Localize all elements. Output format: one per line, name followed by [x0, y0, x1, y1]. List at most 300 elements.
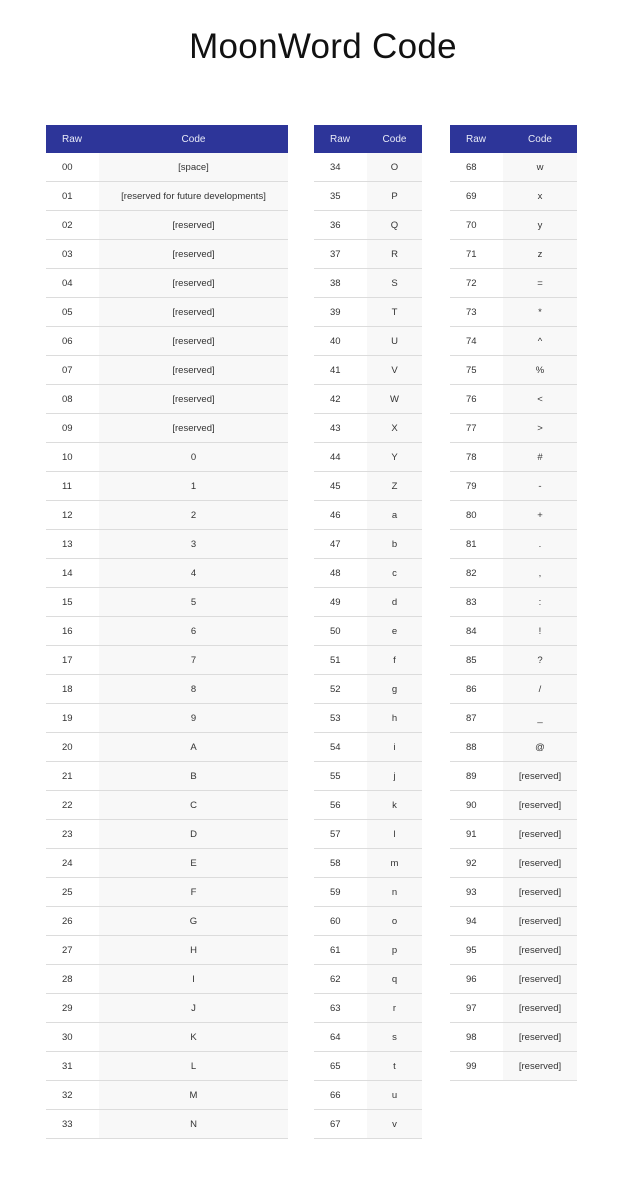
table-row: [46, 1110, 288, 1139]
table-row: [46, 182, 288, 211]
table-row: [46, 936, 288, 965]
code-value-cell: e: [367, 617, 422, 646]
table-row: [450, 240, 577, 269]
code-value-cell: y: [503, 211, 577, 240]
raw-value-cell: 82: [450, 559, 503, 588]
code-value-cell: w: [503, 153, 577, 182]
table-row: [314, 1023, 422, 1052]
code-value-cell: b: [367, 530, 422, 559]
raw-value-cell: 31: [46, 1052, 99, 1081]
raw-value-cell: 80: [450, 501, 503, 530]
code-value-cell: [reserved]: [503, 936, 577, 965]
table-row: [450, 878, 577, 907]
raw-value-cell: 75: [450, 356, 503, 385]
raw-value-cell: 20: [46, 733, 99, 762]
code-value-cell: [reserved]: [503, 762, 577, 791]
code-value-cell: o: [367, 907, 422, 936]
code-value-cell: [reserved]: [503, 907, 577, 936]
code-value-cell: C: [99, 791, 288, 820]
code-value-cell: x: [503, 182, 577, 211]
code-value-cell: S: [367, 269, 422, 298]
code-value-cell: <: [503, 385, 577, 414]
table-row: [46, 965, 288, 994]
table-row: [46, 588, 288, 617]
raw-value-cell: 48: [314, 559, 367, 588]
raw-value-cell: 70: [450, 211, 503, 240]
raw-value-cell: 41: [314, 356, 367, 385]
table-row: [450, 327, 577, 356]
raw-value-cell: 35: [314, 182, 367, 211]
table-row: [450, 994, 577, 1023]
code-value-cell: K: [99, 1023, 288, 1052]
code-value-cell: s: [367, 1023, 422, 1052]
code-value-cell: .: [503, 530, 577, 559]
raw-value-cell: 81: [450, 530, 503, 559]
code-value-cell: N: [99, 1110, 288, 1139]
raw-value-cell: 85: [450, 646, 503, 675]
table-row: [314, 385, 422, 414]
code-value-cell: u: [367, 1081, 422, 1110]
code-value-cell: [reserved]: [99, 385, 288, 414]
table-row: [450, 617, 577, 646]
table-row: [314, 762, 422, 791]
code-value-cell: 0: [99, 443, 288, 472]
code-value-cell: D: [99, 820, 288, 849]
raw-value-cell: 44: [314, 443, 367, 472]
raw-value-cell: 09: [46, 414, 99, 443]
code-value-cell: g: [367, 675, 422, 704]
code-value-cell: c: [367, 559, 422, 588]
raw-value-cell: 43: [314, 414, 367, 443]
code-value-cell: Q: [367, 211, 422, 240]
code-value-cell: 1: [99, 472, 288, 501]
code-value-cell: _: [503, 704, 577, 733]
code-value-cell: v: [367, 1110, 422, 1139]
raw-value-cell: 39: [314, 298, 367, 327]
raw-value-cell: 32: [46, 1081, 99, 1110]
table-header-row: [46, 125, 288, 153]
table-header-row: [450, 125, 577, 153]
raw-value-cell: 68: [450, 153, 503, 182]
table-row: [314, 501, 422, 530]
table-row: [450, 1023, 577, 1052]
table-row: [314, 849, 422, 878]
raw-value-cell: 63: [314, 994, 367, 1023]
table-row: [46, 501, 288, 530]
code-value-cell: [reserved for future developments]: [99, 182, 288, 211]
code-value-cell: U: [367, 327, 422, 356]
raw-value-cell: 86: [450, 675, 503, 704]
code-value-cell: A: [99, 733, 288, 762]
table-row: [46, 240, 288, 269]
table-row: [314, 733, 422, 762]
table-header-row: [314, 125, 422, 153]
code-value-cell: #: [503, 443, 577, 472]
raw-value-cell: 73: [450, 298, 503, 327]
table-row: [314, 472, 422, 501]
table-body: [46, 153, 288, 1139]
raw-value-cell: 04: [46, 269, 99, 298]
code-value-cell: [reserved]: [503, 965, 577, 994]
table-row: [450, 472, 577, 501]
code-value-cell: r: [367, 994, 422, 1023]
raw-value-cell: 01: [46, 182, 99, 211]
raw-value-cell: 92: [450, 849, 503, 878]
table-row: [314, 559, 422, 588]
table-row: [450, 675, 577, 704]
code-value-cell: [reserved]: [99, 327, 288, 356]
table-row: [450, 646, 577, 675]
raw-value-cell: 26: [46, 907, 99, 936]
table-row: [450, 501, 577, 530]
table-row: [314, 646, 422, 675]
code-value-cell: M: [99, 1081, 288, 1110]
raw-value-cell: 21: [46, 762, 99, 791]
code-value-cell: B: [99, 762, 288, 791]
raw-value-cell: 33: [46, 1110, 99, 1139]
raw-value-cell: 29: [46, 994, 99, 1023]
code-value-cell: 6: [99, 617, 288, 646]
table-row: [46, 733, 288, 762]
table-row: [46, 298, 288, 327]
code-value-cell: z: [503, 240, 577, 269]
raw-value-cell: 96: [450, 965, 503, 994]
raw-value-cell: 59: [314, 878, 367, 907]
raw-value-cell: 45: [314, 472, 367, 501]
code-value-cell: n: [367, 878, 422, 907]
code-value-cell: [reserved]: [503, 820, 577, 849]
code-value-cell: *: [503, 298, 577, 327]
raw-value-cell: 87: [450, 704, 503, 733]
raw-value-cell: 24: [46, 849, 99, 878]
raw-value-cell: 08: [46, 385, 99, 414]
code-value-cell: T: [367, 298, 422, 327]
raw-value-cell: 65: [314, 1052, 367, 1081]
raw-value-cell: 10: [46, 443, 99, 472]
raw-value-cell: 15: [46, 588, 99, 617]
raw-value-cell: 38: [314, 269, 367, 298]
code-value-cell: G: [99, 907, 288, 936]
table-row: [314, 907, 422, 936]
table-row: [46, 704, 288, 733]
code-value-cell: F: [99, 878, 288, 907]
table-row: [314, 298, 422, 327]
table-row: [46, 878, 288, 907]
code-column-header: Code: [99, 125, 288, 153]
code-value-cell: 9: [99, 704, 288, 733]
code-value-cell: R: [367, 240, 422, 269]
table-row: [46, 820, 288, 849]
code-value-cell: L: [99, 1052, 288, 1081]
code-value-cell: ?: [503, 646, 577, 675]
raw-value-cell: 07: [46, 356, 99, 385]
raw-value-cell: 89: [450, 762, 503, 791]
code-value-cell: q: [367, 965, 422, 994]
table-row: [450, 1052, 577, 1081]
table-row: [450, 907, 577, 936]
code-table-1: [46, 125, 288, 1139]
code-value-cell: P: [367, 182, 422, 211]
table-row: [46, 1052, 288, 1081]
raw-value-cell: 17: [46, 646, 99, 675]
table-row: [450, 356, 577, 385]
table-row: [314, 965, 422, 994]
raw-value-cell: 71: [450, 240, 503, 269]
table-row: [46, 907, 288, 936]
code-value-cell: J: [99, 994, 288, 1023]
raw-value-cell: 79: [450, 472, 503, 501]
code-value-cell: m: [367, 849, 422, 878]
table-row: [46, 791, 288, 820]
table-row: [450, 559, 577, 588]
raw-value-cell: 51: [314, 646, 367, 675]
table-row: [46, 153, 288, 182]
code-value-cell: l: [367, 820, 422, 849]
raw-value-cell: 77: [450, 414, 503, 443]
code-value-cell: t: [367, 1052, 422, 1081]
code-value-cell: :: [503, 588, 577, 617]
raw-value-cell: 55: [314, 762, 367, 791]
table-row: [46, 269, 288, 298]
code-value-cell: H: [99, 936, 288, 965]
code-value-cell: [reserved]: [99, 211, 288, 240]
code-value-cell: d: [367, 588, 422, 617]
code-value-cell: k: [367, 791, 422, 820]
raw-value-cell: 62: [314, 965, 367, 994]
table-row: [314, 240, 422, 269]
raw-value-cell: 67: [314, 1110, 367, 1139]
code-value-cell: a: [367, 501, 422, 530]
raw-value-cell: 36: [314, 211, 367, 240]
code-value-cell: [reserved]: [503, 994, 577, 1023]
code-value-cell: 3: [99, 530, 288, 559]
raw-value-cell: 57: [314, 820, 367, 849]
table-row: [46, 994, 288, 1023]
code-value-cell: >: [503, 414, 577, 443]
code-value-cell: f: [367, 646, 422, 675]
raw-value-cell: 54: [314, 733, 367, 762]
raw-column-header: Raw: [46, 125, 99, 153]
raw-value-cell: 02: [46, 211, 99, 240]
code-value-cell: [reserved]: [99, 240, 288, 269]
code-value-cell: %: [503, 356, 577, 385]
table-row: [314, 211, 422, 240]
raw-value-cell: 56: [314, 791, 367, 820]
code-value-cell: 8: [99, 675, 288, 704]
table-row: [314, 153, 422, 182]
table-row: [450, 965, 577, 994]
raw-value-cell: 40: [314, 327, 367, 356]
raw-value-cell: 03: [46, 240, 99, 269]
table-row: [314, 994, 422, 1023]
raw-value-cell: 98: [450, 1023, 503, 1052]
raw-value-cell: 30: [46, 1023, 99, 1052]
code-value-cell: p: [367, 936, 422, 965]
code-value-cell: I: [99, 965, 288, 994]
raw-value-cell: 78: [450, 443, 503, 472]
code-value-cell: Z: [367, 472, 422, 501]
table-row: [450, 443, 577, 472]
code-value-cell: [space]: [99, 153, 288, 182]
table-row: [450, 849, 577, 878]
raw-value-cell: 47: [314, 530, 367, 559]
table-row: [450, 414, 577, 443]
table-row: [46, 675, 288, 704]
raw-value-cell: 66: [314, 1081, 367, 1110]
raw-value-cell: 49: [314, 588, 367, 617]
table-row: [450, 588, 577, 617]
table-row: [314, 1081, 422, 1110]
table-row: [314, 878, 422, 907]
raw-value-cell: 52: [314, 675, 367, 704]
table-row: [46, 1081, 288, 1110]
raw-value-cell: 60: [314, 907, 367, 936]
table-row: [46, 472, 288, 501]
code-value-cell: O: [367, 153, 422, 182]
table-row: [46, 327, 288, 356]
code-column-header: Code: [367, 125, 422, 153]
raw-value-cell: 50: [314, 617, 367, 646]
raw-value-cell: 14: [46, 559, 99, 588]
table-row: [450, 733, 577, 762]
raw-value-cell: 58: [314, 849, 367, 878]
page-title: MoonWord Code: [189, 27, 457, 66]
raw-value-cell: 19: [46, 704, 99, 733]
raw-value-cell: 69: [450, 182, 503, 211]
table-row: [450, 211, 577, 240]
table-row: [450, 385, 577, 414]
raw-value-cell: 83: [450, 588, 503, 617]
raw-value-cell: 64: [314, 1023, 367, 1052]
raw-value-cell: 12: [46, 501, 99, 530]
raw-value-cell: 94: [450, 907, 503, 936]
raw-value-cell: 53: [314, 704, 367, 733]
table-row: [46, 414, 288, 443]
raw-value-cell: 25: [46, 878, 99, 907]
raw-value-cell: 27: [46, 936, 99, 965]
raw-value-cell: 18: [46, 675, 99, 704]
code-value-cell: [reserved]: [503, 791, 577, 820]
code-value-cell: E: [99, 849, 288, 878]
code-value-cell: j: [367, 762, 422, 791]
code-value-cell: @: [503, 733, 577, 762]
raw-value-cell: 37: [314, 240, 367, 269]
table-body: [450, 153, 577, 1081]
raw-value-cell: 91: [450, 820, 503, 849]
code-value-cell: W: [367, 385, 422, 414]
table-row: [450, 820, 577, 849]
raw-value-cell: 06: [46, 327, 99, 356]
code-value-cell: [reserved]: [503, 1052, 577, 1081]
code-value-cell: 2: [99, 501, 288, 530]
code-value-cell: =: [503, 269, 577, 298]
code-value-cell: ,: [503, 559, 577, 588]
table-row: [450, 298, 577, 327]
table-row: [46, 849, 288, 878]
code-value-cell: -: [503, 472, 577, 501]
raw-value-cell: 05: [46, 298, 99, 327]
raw-value-cell: 97: [450, 994, 503, 1023]
table-row: [450, 269, 577, 298]
table-row: [46, 559, 288, 588]
raw-value-cell: 16: [46, 617, 99, 646]
code-value-cell: X: [367, 414, 422, 443]
raw-value-cell: 84: [450, 617, 503, 646]
table-row: [46, 385, 288, 414]
code-value-cell: [reserved]: [503, 849, 577, 878]
raw-value-cell: 13: [46, 530, 99, 559]
raw-value-cell: 23: [46, 820, 99, 849]
code-value-cell: [reserved]: [99, 356, 288, 385]
raw-column-header: Raw: [314, 125, 367, 153]
code-value-cell: /: [503, 675, 577, 704]
code-value-cell: h: [367, 704, 422, 733]
code-value-cell: [reserved]: [503, 878, 577, 907]
table-row: [46, 530, 288, 559]
table-row: [314, 704, 422, 733]
table-row: [314, 443, 422, 472]
raw-value-cell: 93: [450, 878, 503, 907]
code-table-3: [450, 125, 577, 1081]
table-row: [314, 936, 422, 965]
table-row: [314, 820, 422, 849]
code-column-header: Code: [503, 125, 577, 153]
code-value-cell: [reserved]: [99, 414, 288, 443]
table-row: [46, 617, 288, 646]
raw-value-cell: 61: [314, 936, 367, 965]
table-row: [46, 646, 288, 675]
raw-value-cell: 88: [450, 733, 503, 762]
table-row: [450, 704, 577, 733]
table-row: [314, 675, 422, 704]
raw-value-cell: 76: [450, 385, 503, 414]
code-value-cell: 5: [99, 588, 288, 617]
code-value-cell: i: [367, 733, 422, 762]
table-row: [450, 182, 577, 211]
code-value-cell: 7: [99, 646, 288, 675]
table-row: [314, 1110, 422, 1139]
raw-value-cell: 46: [314, 501, 367, 530]
raw-value-cell: 22: [46, 791, 99, 820]
table-row: [46, 443, 288, 472]
table-row: [314, 617, 422, 646]
table-row: [314, 791, 422, 820]
raw-value-cell: 11: [46, 472, 99, 501]
table-row: [314, 530, 422, 559]
table-row: [46, 762, 288, 791]
code-value-cell: !: [503, 617, 577, 646]
code-value-cell: [reserved]: [503, 1023, 577, 1052]
table-row: [450, 530, 577, 559]
raw-column-header: Raw: [450, 125, 503, 153]
code-table-2: [314, 125, 422, 1139]
code-value-cell: V: [367, 356, 422, 385]
table-row: [450, 762, 577, 791]
raw-value-cell: 28: [46, 965, 99, 994]
code-value-cell: [reserved]: [99, 269, 288, 298]
table-row: [314, 588, 422, 617]
code-value-cell: [reserved]: [99, 298, 288, 327]
raw-value-cell: 42: [314, 385, 367, 414]
table-row: [314, 414, 422, 443]
table-row: [314, 327, 422, 356]
code-value-cell: ^: [503, 327, 577, 356]
table-row: [450, 791, 577, 820]
raw-value-cell: 34: [314, 153, 367, 182]
code-value-cell: 4: [99, 559, 288, 588]
table-body: [314, 153, 422, 1139]
table-row: [314, 269, 422, 298]
